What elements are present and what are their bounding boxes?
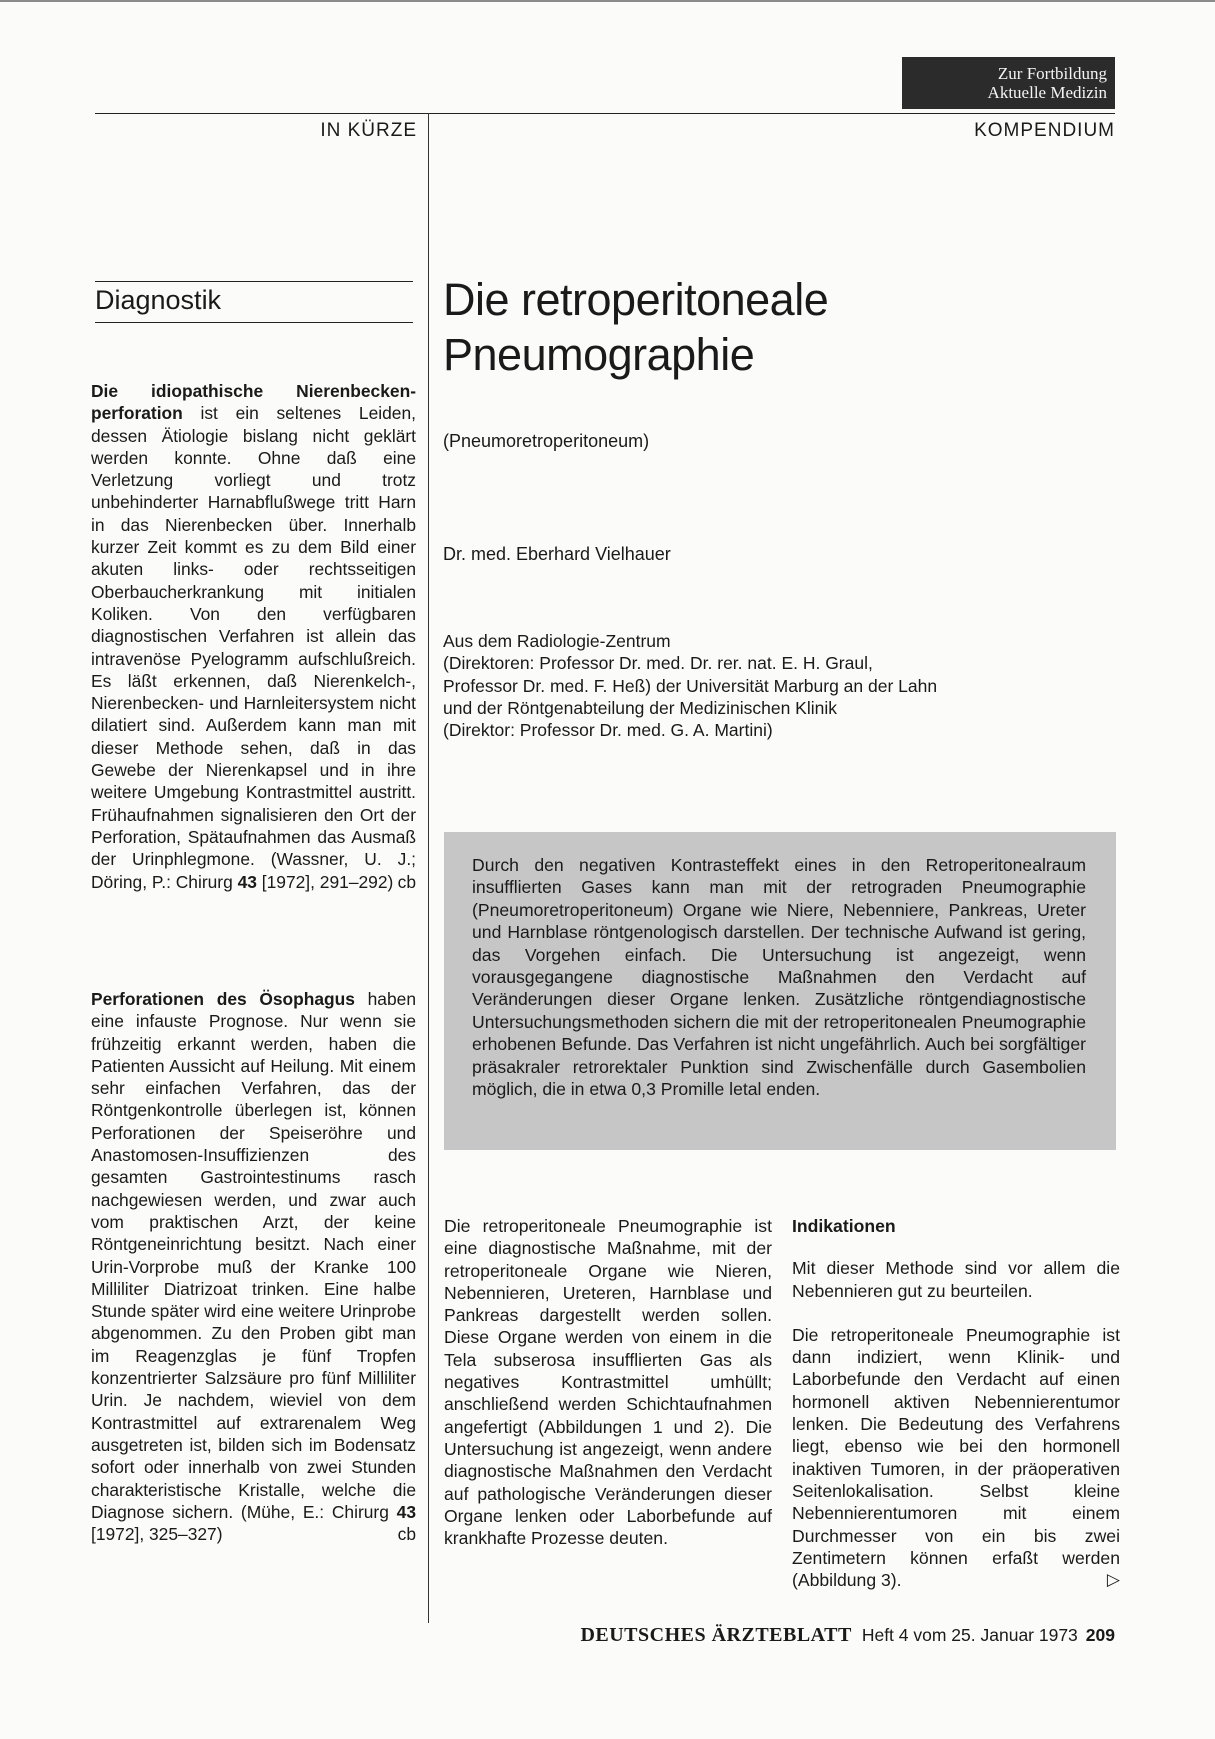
body-paragraph <box>792 1324 1120 1592</box>
affiliation-line: und der Röntgenabteilung der Medizinischen Klinik <box>443 697 837 718</box>
page-number: 209 <box>1085 1625 1115 1645</box>
left-heading: Diagnostik <box>95 285 222 315</box>
header-rule <box>95 113 1115 114</box>
article-subtitle: (Pneumoretroperitoneum) <box>443 431 650 451</box>
news-item-2-text: haben eine infauste Prognose. Nur wenn sie frühzeitig erkannt werden, haben die Patienten Aussicht auf Heilung. Mit einem sehr einfachen Verfahren, das der Röntgenkontrolle überlegen ist, können Perforationen der Speiseröhre und Anastomosen-Insuffizienzen des gesamten Gastrointestinums rasch nachgewiesen werden, und zwar auch vom praktischen Arzt, der keine Röntgeneinrichtung besitzt. Nach einer Urin-Vorprobe muß der Kranke 100 Milliliter Diatrizoat trinken. Eine halbe Stunde später wird eine weitere Urinprobe abgenommen. Zu den Proben gibt man im Reagenzglas je fünf Tropfen konzentrierter Salzsäure pro fünf Milliliter Urin. Je nachdem, wieviel von dem Kontrastmittel auf extrarenalem Weg ausgetreten ist, bilden sich im Bodensatz sofort oder innerhalb von zwei Stunden charakteristische Kristalle, welche die Diagnose sichern. (Mühe, E.: Chirurg <box>91 989 416 1522</box>
news-item-2 <box>91 988 416 1545</box>
section-label-right: KOMPENDIUM <box>974 120 1115 141</box>
indikationen-heading: Indikationen <box>792 1216 896 1236</box>
body-column-middle <box>444 1215 772 1549</box>
news-item-2-lead: Perforationen des Ösophagus <box>91 989 355 1009</box>
continue-arrow-icon: ▷ <box>1106 1570 1120 1590</box>
affiliation-line: (Direktor: Professor Dr. med. G. A. Martini) <box>443 720 773 741</box>
section-label-left: IN KÜRZE <box>320 120 417 141</box>
top-border <box>0 0 1215 2</box>
badge-line-1: Zur Fortbildung <box>997 64 1107 83</box>
affiliation-line: (Direktoren: Professor Dr. med. Dr. rer. nat. E. H. Graul, <box>443 653 873 674</box>
news-item-1-tail: [1972], 291–292) <box>256 871 394 892</box>
badge-line-2: Aktuelle Medizin <box>987 83 1107 102</box>
column-divider <box>428 113 429 1623</box>
body-column-right <box>792 1215 1120 1613</box>
section-badge <box>902 57 1115 109</box>
body-paragraph: Mit dieser Methode sind vor allem die Nebennieren gut zu beurteilen. <box>792 1258 1120 1301</box>
author-affiliation <box>443 630 1083 741</box>
news-item-2-signature: cb <box>397 1524 416 1545</box>
news-item-1-signature: cb <box>397 871 416 892</box>
news-item-2-tail: [1972], 325–327) <box>91 1524 223 1545</box>
indikationen-paragraph-text: Die retroperitoneale Pneumographie ist dann indiziert, wenn Klinik- und Laborbefunde den Verdacht auf einen hormonell aktiven Nebennierentumor lenken. Die Bedeutung des Verfahrens liegt, ebenso wie bei den hormonell inaktiven Tumoren, in der präoperativen Seitenlokalisation. Selbst kleine Nebennierentumoren mit einem Durchmesser von ein bis zwei Zentimetern können erfaßt werden (Abbildung 3). <box>792 1324 1120 1591</box>
issue-info: Heft 4 vom 25. Januar 1973 <box>861 1625 1078 1645</box>
affiliation-line: Professor Dr. med. F. Heß) der Universität Marburg an der Lahn <box>443 675 938 696</box>
news-item-1-lead: Die idiopathische Nierenbeckenperforation <box>91 381 416 424</box>
body-paragraph: Die retroperitoneale Pneumographie ist eine diagnostische Maßnahme, mit der retroperitoneale Organe wie Nieren, Nebennieren, Ureteren, Harnblase und Pankreas dargestellt werden sollen. Diese Organe werden von einem in die Tela subserosa insufflierten Gas als negatives Kontrastmittel umhüllt; anschließend werden Schichtaufnahmen angefertigt (Abbildungen 1 und 2). Die Untersuchung ist angezeigt, wenn andere diagnostische Maßnahmen den Verdacht auf pathologische Veränderungen dieser Organe lenken oder Laborbefunde auf krankhafte Prozesse deuten. <box>444 1216 772 1549</box>
abstract-text: Durch den negativen Kontrasteffekt eines in den Retroperitonealraum insufflierten Gases kann man mit der retrograden Pneumographie (Pneumoretroperitoneum) Organe wie Niere, Nebenniere, Pankreas, Ureter und Harnblase röntgenologisch darstellen. Der technische Aufwand ist gering, das Vorgehen einfach. Die Untersuchung ist angezeigt, wenn vorausgegangene diagnostische Maßnahmen den Verdacht auf Veränderungen dieser Organe lenken. Zusätzliche röntgendiagnostische Untersuchungsmethoden sichern die mit der retroperitonealen Pneumographie erhobenen Befunde. Das Verfahren ist nicht ungefährlich. Auch bei sorgfältiger präsakraler retrorektaler Punktion sind Zwischenfälle durch Gasembolien möglich, die in etwa 0,3 Promille letal enden. <box>472 855 1086 1100</box>
news-item-1 <box>91 380 416 893</box>
heading-rule-bottom <box>95 322 413 323</box>
journal-name: DEUTSCHES ÄRZTEBLATT <box>580 1624 852 1646</box>
article-author: Dr. med. Eberhard Vielhauer <box>443 544 671 564</box>
article-title: Die retroperitoneale Pneumographie <box>443 274 829 380</box>
news-item-1-volume: 43 <box>237 871 257 892</box>
news-item-1-text: ist ein seltenes Leiden, dessen Ätiologie bislang nicht geklärt werden konnte. Ohne daß eine Verletzung vorliegt und trotz unbehinderter Harnabflußwege tritt Harn in das Nierenbecken über. Innerhalb kurzer Zeit kommt es zu dem Bild einer akuten links- oder rechtsseitigen Oberbaucherkrankung mit initialen Koliken. Von den verfügbaren diagnostischen Verfahren ist allein das intravenöse Pyelogramm aufschlußreich. Es läßt erkennen, daß Nierenkelch-, Nierenbecken- und Harnleitersystem nicht dilatiert sind. Außerdem kann man mit dieser Methode sehen, daß in das Gewebe der Nierenkapsel und in ihre weitere Umgebung Kontrastmittel austritt. Frühaufnahmen signalisieren den Ort der Perforation, Spätaufnahmen das Ausmaß der Urinphlegmone. (Wassner, U. J.; Döring, P.: Chirurg <box>91 403 416 892</box>
affiliation-line: Aus dem Radiologie-Zentrum <box>443 631 671 651</box>
article-abstract <box>444 832 1116 1150</box>
news-item-2-volume: 43 <box>396 1501 416 1522</box>
heading-rule-top <box>95 281 413 282</box>
page-footer <box>500 1624 1115 1647</box>
